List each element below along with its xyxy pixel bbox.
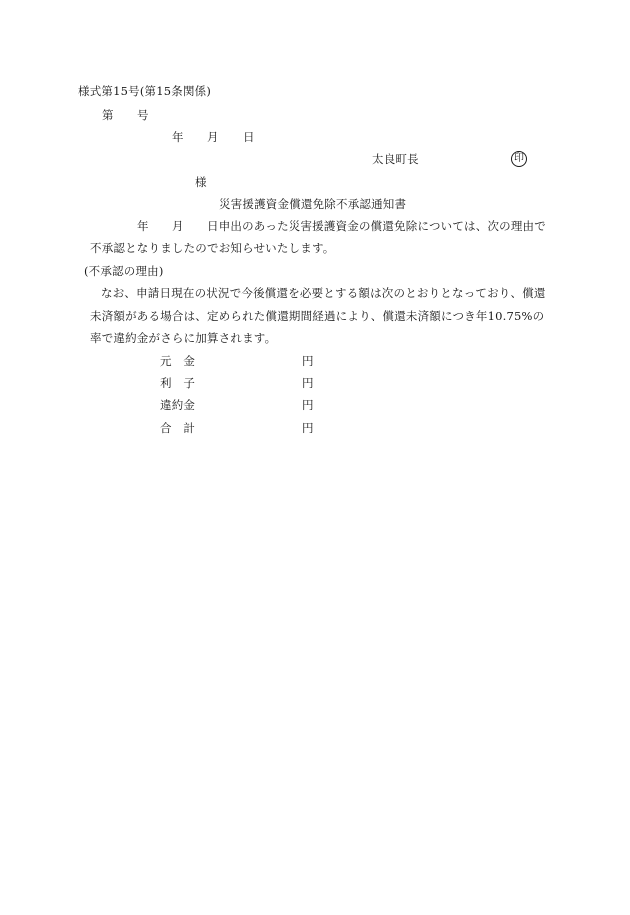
- reason-heading: (不承認の理由): [84, 264, 164, 278]
- issuer-name: 太良町長: [372, 152, 419, 166]
- amount-label-total: 合 計: [160, 421, 196, 435]
- amount-unit-principal: 円: [302, 354, 314, 368]
- amount-label-principal: 元 金: [160, 354, 196, 368]
- doc-number-go: 号: [137, 108, 149, 122]
- reason-line2: 未済額がある場合は、定められた償還期間経過により、償還未済額につき年10.75%の: [90, 309, 545, 323]
- application-year: 年: [137, 219, 149, 233]
- amount-unit-penalty: 円: [302, 398, 314, 412]
- document-title: 災害援護資金償還免除不承認通知書: [219, 197, 407, 211]
- reason-line3: 率で違約金がさらに加算されます。: [90, 331, 277, 345]
- addressee-sama: 様: [195, 175, 207, 189]
- date-month: 月: [207, 130, 219, 144]
- reason-line1: なお、申請日現在の状況で今後償還を必要とする額は次のとおりとなっており、償還: [101, 286, 546, 300]
- amount-label-interest: 利 子: [160, 376, 196, 390]
- amount-label-penalty: 違約金: [160, 398, 196, 412]
- date-year: 年: [172, 130, 184, 144]
- form-number: 様式第15号(第15条関係): [78, 84, 212, 98]
- body-line2: 不承認となりましたのでお知らせいたします。: [90, 241, 335, 255]
- body-line1: 日申出のあった災害援護資金の償還免除については、次の理由で: [207, 219, 546, 233]
- seal-icon: 印: [511, 151, 527, 167]
- application-month: 月: [172, 219, 184, 233]
- amount-unit-total: 円: [302, 421, 314, 435]
- doc-number-dai: 第: [102, 108, 114, 122]
- amount-unit-interest: 円: [302, 376, 314, 390]
- date-day: 日: [243, 130, 255, 144]
